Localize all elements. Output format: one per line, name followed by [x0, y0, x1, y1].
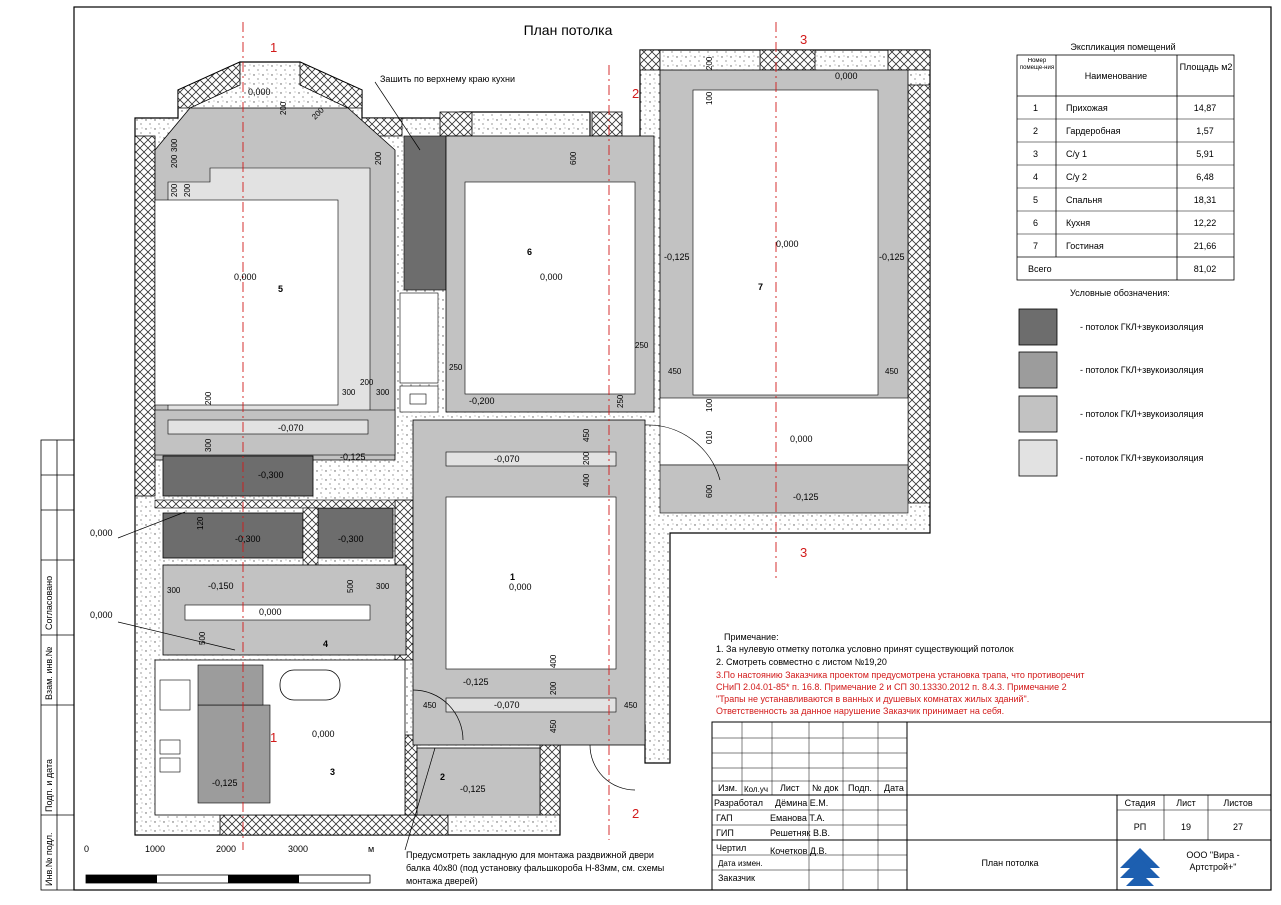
level-mark: 0,000	[248, 87, 271, 97]
legend-swatch	[1019, 396, 1057, 432]
stamp-sheet-title: План потолка	[981, 858, 1039, 868]
row-name: Гардеробная	[1066, 126, 1121, 136]
dim: 300	[204, 438, 213, 452]
room-level: 0,000	[776, 239, 799, 249]
svg-text:Предусмотреть закладную для мо: Предусмотреть закладную для монтажа раздвижной двери	[406, 850, 654, 860]
dim: 400	[582, 473, 591, 487]
stamp-person: Дёмина Е.М.	[775, 798, 829, 808]
row-number: 7	[1033, 241, 1039, 251]
stamp-header: № док	[812, 783, 839, 793]
stamp-role: Заказчик	[718, 873, 755, 883]
dim: 300	[376, 388, 390, 397]
row-name: Кухня	[1066, 218, 1091, 228]
stamp-sheets: 27	[1232, 822, 1244, 832]
stamp-role: Чертил	[716, 843, 747, 853]
stamp-role: Разработал	[714, 798, 763, 808]
row-number: 3	[1033, 149, 1039, 159]
stamp-company: ООО "Вира -	[1186, 850, 1240, 860]
dim: 450	[668, 367, 682, 376]
room-level: 0,000	[540, 272, 563, 282]
note-line: 2. Смотреть совместно с листом №19,20	[716, 657, 887, 667]
page-title: План потолка	[523, 22, 613, 38]
section-mark: 1	[270, 40, 278, 55]
level-mark: -0,300	[235, 534, 261, 544]
stamp-stage: РП	[1133, 822, 1147, 832]
level-mark: -0,125	[212, 778, 238, 788]
level-mark: 0,000	[90, 528, 113, 538]
explication-title: Экспликация помещений	[1070, 42, 1176, 52]
room-number: 3	[330, 767, 336, 777]
row-area: 14,87	[1193, 103, 1217, 113]
dim: 450	[624, 701, 638, 710]
notes-title: Примечание:	[724, 632, 779, 642]
row-name: Спальня	[1066, 195, 1103, 205]
level-mark: 0,000	[835, 71, 858, 81]
dim: 200	[582, 451, 591, 465]
header-number: Номер помеще-ния	[1019, 58, 1055, 71]
level-mark: -0,070	[494, 454, 520, 464]
header-area: Площадь м2	[1179, 62, 1233, 72]
svg-text:монтажа дверей): монтажа дверей)	[406, 876, 478, 886]
dim: 200	[549, 681, 558, 695]
svg-text:балка 40х80 (под установку фал: балка 40х80 (под установку фальшкороба Н-83мм, см. схемы	[406, 863, 665, 873]
row-area: 1,57	[1196, 126, 1214, 136]
dim: 600	[705, 484, 714, 498]
dim: 300	[376, 582, 390, 591]
dim: 200	[279, 101, 288, 115]
explication-table	[1017, 42, 1234, 280]
stamp-header: Кол.уч	[744, 785, 768, 794]
dim: 250	[449, 363, 463, 372]
stamp-stage-label: Стадия	[1124, 798, 1156, 808]
room-number: 5	[278, 284, 284, 294]
company-logo	[1120, 848, 1160, 886]
dim: 300	[167, 586, 181, 595]
row-number: 5	[1033, 195, 1039, 205]
room-number: 1	[510, 572, 516, 582]
dim: 200	[183, 183, 192, 197]
dim: 200	[705, 56, 714, 70]
level-mark: -0,300	[258, 470, 284, 480]
legend-label: - потолок ГКЛ+звукоизоляция	[1080, 365, 1204, 375]
room-number: 4	[323, 639, 329, 649]
level-mark: -0,125	[793, 492, 819, 502]
stamp-sheet-label: Лист	[1176, 798, 1196, 808]
dim: 010	[705, 430, 714, 444]
stamp-sheet: 19	[1180, 822, 1192, 832]
section-mark: 1	[270, 730, 278, 745]
dim: 200	[170, 154, 179, 168]
row-area: 21,66	[1193, 241, 1217, 251]
side-label-replace: Взам. инв.№	[44, 646, 54, 700]
dim: 600	[569, 151, 578, 165]
dim: 400	[549, 654, 558, 668]
note-line: 1. За нулевую отметку потолка условно принят существующий потолок	[716, 644, 1014, 654]
total-label: Всего	[1028, 264, 1052, 274]
legend	[1019, 288, 1204, 476]
dim: 100	[705, 91, 714, 105]
room-level: 0,000	[259, 607, 282, 617]
stamp-role: Дата измен.	[718, 859, 763, 868]
legend-label: - потолок ГКЛ+звукоизоляция	[1080, 453, 1204, 463]
room-level: 0,000	[509, 582, 532, 592]
room-number: 2	[440, 772, 446, 782]
stamp-header: Лист	[780, 783, 800, 793]
stamp-company: Артстрой+"	[1189, 862, 1237, 872]
dim: 200	[170, 183, 179, 197]
dim: 450	[582, 428, 591, 442]
total-value: 81,02	[1193, 264, 1217, 274]
dim: 450	[423, 701, 437, 710]
stamp-person: Решетняк В.В.	[770, 828, 830, 838]
scale-tick: 2000	[216, 844, 237, 854]
stamp-header: Дата	[884, 783, 904, 793]
notes	[716, 632, 1084, 716]
level-mark: -0,125	[664, 252, 690, 262]
dim: 200	[374, 151, 383, 165]
room-level: -0,125	[460, 784, 486, 794]
scale-bar	[84, 844, 374, 883]
row-area: 12,22	[1193, 218, 1217, 228]
dim: 500	[198, 631, 207, 645]
row-number: 2	[1033, 126, 1039, 136]
dim: 450	[885, 367, 899, 376]
dim: 120	[196, 516, 205, 530]
room-level: 0,000	[234, 272, 257, 282]
row-number: 1	[1033, 103, 1039, 113]
note-red-line: Ответственность за данное нарушение Заказчик принимает на себя.	[716, 706, 1005, 716]
level-mark: -0,125	[463, 677, 489, 687]
stamp-person: Кочетков Д.В.	[770, 846, 827, 856]
bottom-note	[406, 850, 664, 886]
row-name: С/у 1	[1066, 149, 1088, 159]
stamp-sheets-label: Листов	[1223, 798, 1253, 808]
dim: 450	[549, 719, 558, 733]
section-mark: 2	[632, 806, 640, 821]
level-mark: -0,125	[340, 452, 366, 462]
row-area: 6,48	[1196, 172, 1214, 182]
dim: 200	[360, 378, 374, 387]
room-level: 0,000	[312, 729, 335, 739]
section-mark: 2	[632, 86, 640, 101]
row-area: 18,31	[1193, 195, 1217, 205]
stamp-header: Изм.	[718, 783, 738, 793]
scale-tick: 1000	[145, 844, 166, 854]
legend-label: - потолок ГКЛ+звукоизоляция	[1080, 322, 1204, 332]
note-red-line: "Трапы не устанавливаются в ванных и душевых комнатах жилых зданий".	[716, 694, 1030, 704]
dim: 250	[616, 394, 625, 408]
side-stamp	[41, 440, 74, 890]
level-mark: -0,070	[494, 700, 520, 710]
row-name: Прихожая	[1066, 103, 1108, 113]
legend-swatch	[1019, 309, 1057, 345]
room-number: 7	[758, 282, 764, 292]
scale-tick: 0	[84, 844, 90, 854]
room-number: 6	[527, 247, 533, 257]
note-red-line: СНиП 2.04.01-85* п. 16.8. Примечание 2 и СП 30.13330.2012 п. 8.4.3. Примечание 2	[716, 682, 1067, 692]
dim: 200	[204, 391, 213, 405]
legend-label: - потолок ГКЛ+звукоизоляция	[1080, 409, 1204, 419]
scale-unit: м	[368, 844, 375, 854]
level-mark: -0,150	[208, 581, 234, 591]
title-block	[712, 722, 1271, 890]
row-number: 4	[1033, 172, 1039, 182]
row-area: 5,91	[1196, 149, 1214, 159]
dim: 300	[342, 388, 356, 397]
level-mark: -0,300	[338, 534, 364, 544]
level-mark: -0,125	[879, 252, 905, 262]
row-name: С/у 2	[1066, 172, 1088, 182]
stamp-header: Подп.	[848, 783, 872, 793]
top-note: Зашить по верхнему краю кухни	[380, 74, 515, 84]
stamp-role: ГАП	[716, 813, 733, 823]
level-mark: -0,070	[278, 423, 304, 433]
level-mark: 0,000	[90, 610, 113, 620]
row-number: 6	[1033, 218, 1039, 228]
legend-swatch	[1019, 352, 1057, 388]
dim: 100	[705, 398, 714, 412]
legend-swatch	[1019, 440, 1057, 476]
side-label-agreed: Согласовано	[44, 575, 54, 630]
note-red-line: 3.По настоянию Заказчика проектом предусмотрена установка трапа, что противоречит	[716, 670, 1085, 680]
level-mark: -0,200	[469, 396, 495, 406]
scale-tick: 3000	[288, 844, 309, 854]
stamp-person: Еманова Т.А.	[770, 813, 825, 823]
row-name: Гостиная	[1066, 241, 1104, 251]
section-mark: 3	[800, 545, 808, 560]
dim: 500	[346, 579, 355, 593]
dim: 250	[635, 341, 649, 350]
stamp-role: ГИП	[716, 828, 734, 838]
header-name: Наименование	[1084, 71, 1148, 81]
level-mark: 0,000	[790, 434, 813, 444]
dim: 200	[310, 105, 326, 122]
side-label-inv: Инв.№ подл.	[44, 832, 54, 886]
side-label-sign: Подп. и дата	[44, 758, 54, 812]
dim: 300	[170, 138, 179, 152]
section-mark: 3	[800, 32, 808, 47]
legend-title: Условные обозначения:	[1070, 288, 1170, 298]
